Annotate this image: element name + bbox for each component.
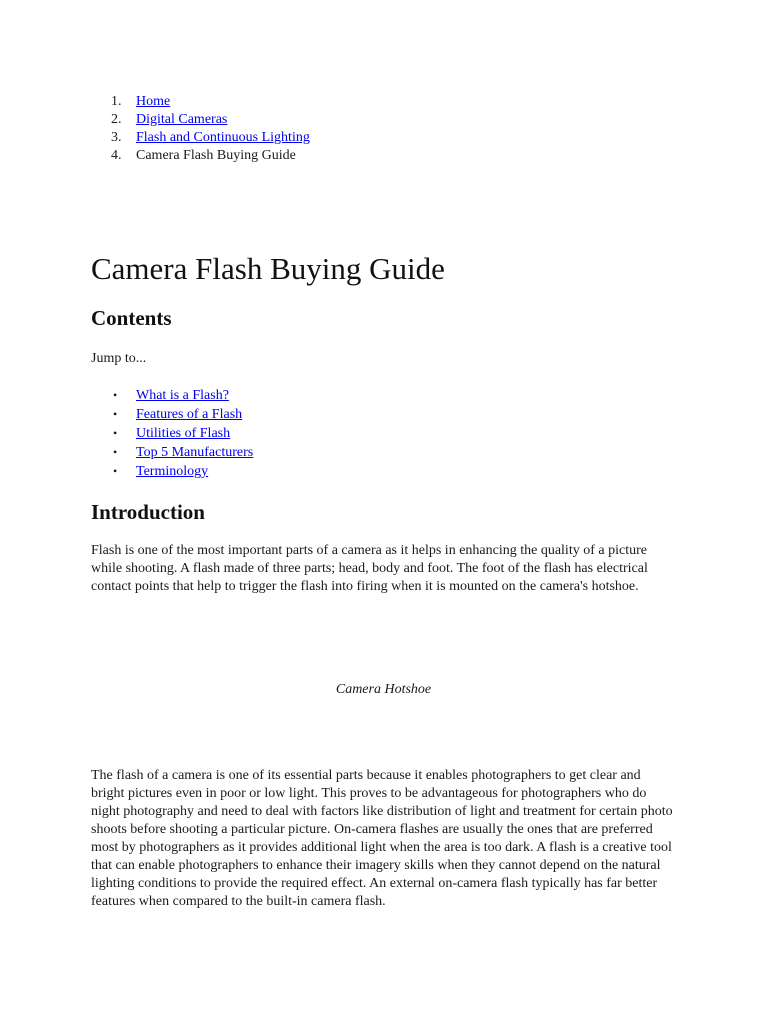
breadcrumb-item-flash-lighting	[91, 129, 310, 147]
table-of-contents	[91, 386, 253, 481]
breadcrumb-link-flash-lighting[interactable]: Flash and Continuous Lighting	[136, 130, 310, 145]
breadcrumb	[91, 93, 310, 165]
breadcrumb-item-home	[91, 93, 310, 111]
bullet-icon: •	[113, 388, 118, 402]
toc-item	[91, 443, 253, 462]
toc-item	[91, 462, 253, 481]
toc-link-features[interactable]: Features of a Flash	[136, 407, 243, 422]
intro-paragraph: Flash is one of the most important parts of a camera as it helps in enhancing the quality of a picture while shooting. A flash made of three parts; head, body and foot. The foot of the flash has electrical contact points that help to trigger the flash into firing when it is mounted on the camera's hotshoe.	[91, 543, 648, 594]
breadcrumb-number: 4.	[111, 148, 122, 163]
breadcrumb-number: 1.	[111, 94, 122, 109]
toc-link-terminology[interactable]: Terminology	[136, 464, 209, 479]
breadcrumb-current-label: Camera Flash Buying Guide	[136, 148, 296, 163]
toc-link-manufacturers[interactable]: Top 5 Manufacturers	[136, 445, 254, 460]
jump-to-label: Jump to...	[91, 351, 147, 366]
breadcrumb-item-current	[91, 147, 310, 165]
breadcrumb-item-digital-cameras	[91, 111, 310, 129]
page-title: Camera Flash Buying Guide	[91, 251, 445, 286]
bullet-icon: •	[113, 464, 118, 478]
breadcrumb-number: 3.	[111, 130, 122, 145]
breadcrumb-number: 2.	[111, 112, 122, 127]
toc-item	[91, 424, 253, 443]
bullet-icon: •	[113, 426, 118, 440]
bullet-icon: •	[113, 407, 118, 421]
toc-link-what-is-flash[interactable]: What is a Flash?	[136, 388, 229, 403]
breadcrumb-link-digital-cameras[interactable]: Digital Cameras	[136, 112, 228, 127]
toc-item	[91, 386, 253, 405]
breadcrumb-link-home[interactable]: Home	[136, 94, 171, 109]
body-paragraph: The flash of a camera is one of its essential parts because it enables photographers to get clear and bright pictures even in poor or low light. This proves to be advantageous for photographers who do night photography and need to deal with factors like distribution of light and treatment for certain photo shoots before shooting a particular picture. On-camera flashes are usually the ones that are preferred most by photographers as it provides additional light when the area is too dark. A flash is a creative tool that can enable photographers to enhance their imagery skills when they cannot depend on the natural lighting conditions to provide the required effect. An external on-camera flash typically has far better features when compared to the built-in camera flash.	[91, 768, 673, 909]
contents-heading: Contents	[91, 306, 172, 330]
bullet-icon: •	[113, 445, 118, 459]
toc-link-utilities[interactable]: Utilities of Flash	[136, 426, 231, 441]
image-caption: Camera Hotshoe	[335, 682, 432, 697]
toc-item	[91, 405, 253, 424]
introduction-heading: Introduction	[91, 500, 205, 524]
